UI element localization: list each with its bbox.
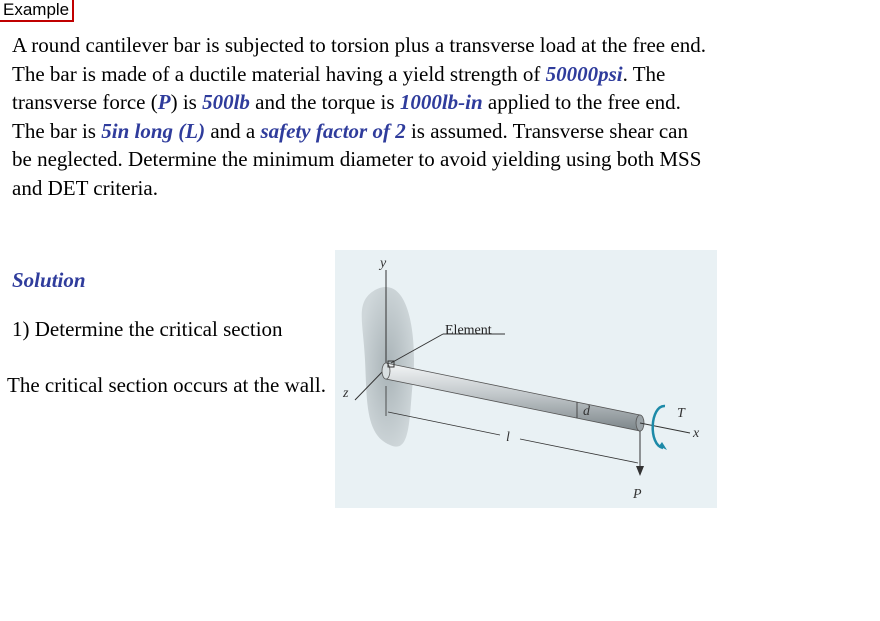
problem-text-1: A round cantilever bar is subjected to torsion plus a transverse load at the free end. The bar is made of a ductile material having a yield strength of: [12, 33, 706, 86]
rod-wall-end: [382, 363, 390, 379]
problem-text-3: ) is: [170, 90, 203, 114]
z-axis-label: z: [343, 386, 349, 401]
problem-text-4: and the torque is: [249, 90, 400, 114]
solution-heading: Solution: [12, 268, 86, 292]
x-axis: [640, 423, 690, 433]
force-value: 500lb: [202, 90, 250, 114]
problem-text-2: . The transverse force (: [12, 61, 666, 114]
rod: [386, 363, 640, 431]
problem-text-6: and a: [205, 118, 261, 143]
step-1-heading: 1) Determine the critical section: [12, 317, 283, 341]
problem-statement: [12, 31, 712, 202]
safety-factor-value: safety factor of 2: [260, 118, 406, 143]
force-label: P: [633, 487, 642, 502]
critical-section-text: The critical section occurs at the wall.: [7, 373, 326, 397]
example-tag: Example: [0, 0, 74, 22]
element-label: Element: [445, 323, 492, 338]
diameter-label: d: [583, 404, 590, 419]
torque-arrowhead: [659, 442, 667, 450]
problem-text-5: applied to the free end. The bar is: [12, 90, 681, 143]
force-symbol: P: [157, 90, 171, 114]
cantilever-figure: [335, 250, 717, 508]
cantilever-diagram: [335, 250, 717, 508]
yield-strength-value: 50000psi: [545, 61, 623, 86]
x-axis-label: x: [693, 426, 700, 441]
problem-text-7: is assumed. Transverse shear can be neglected. Determine the minimum diameter to avoid yielding using both MSS and DET criteria.: [12, 118, 702, 200]
torque-value: 1000lb-in: [399, 90, 483, 114]
length-label: l: [506, 430, 510, 445]
y-axis-label: y: [380, 256, 387, 271]
length-line-right: [520, 439, 638, 463]
torque-label: T: [677, 406, 685, 421]
force-arrowhead: [636, 466, 644, 476]
length-value: 5in long (L): [101, 118, 206, 143]
